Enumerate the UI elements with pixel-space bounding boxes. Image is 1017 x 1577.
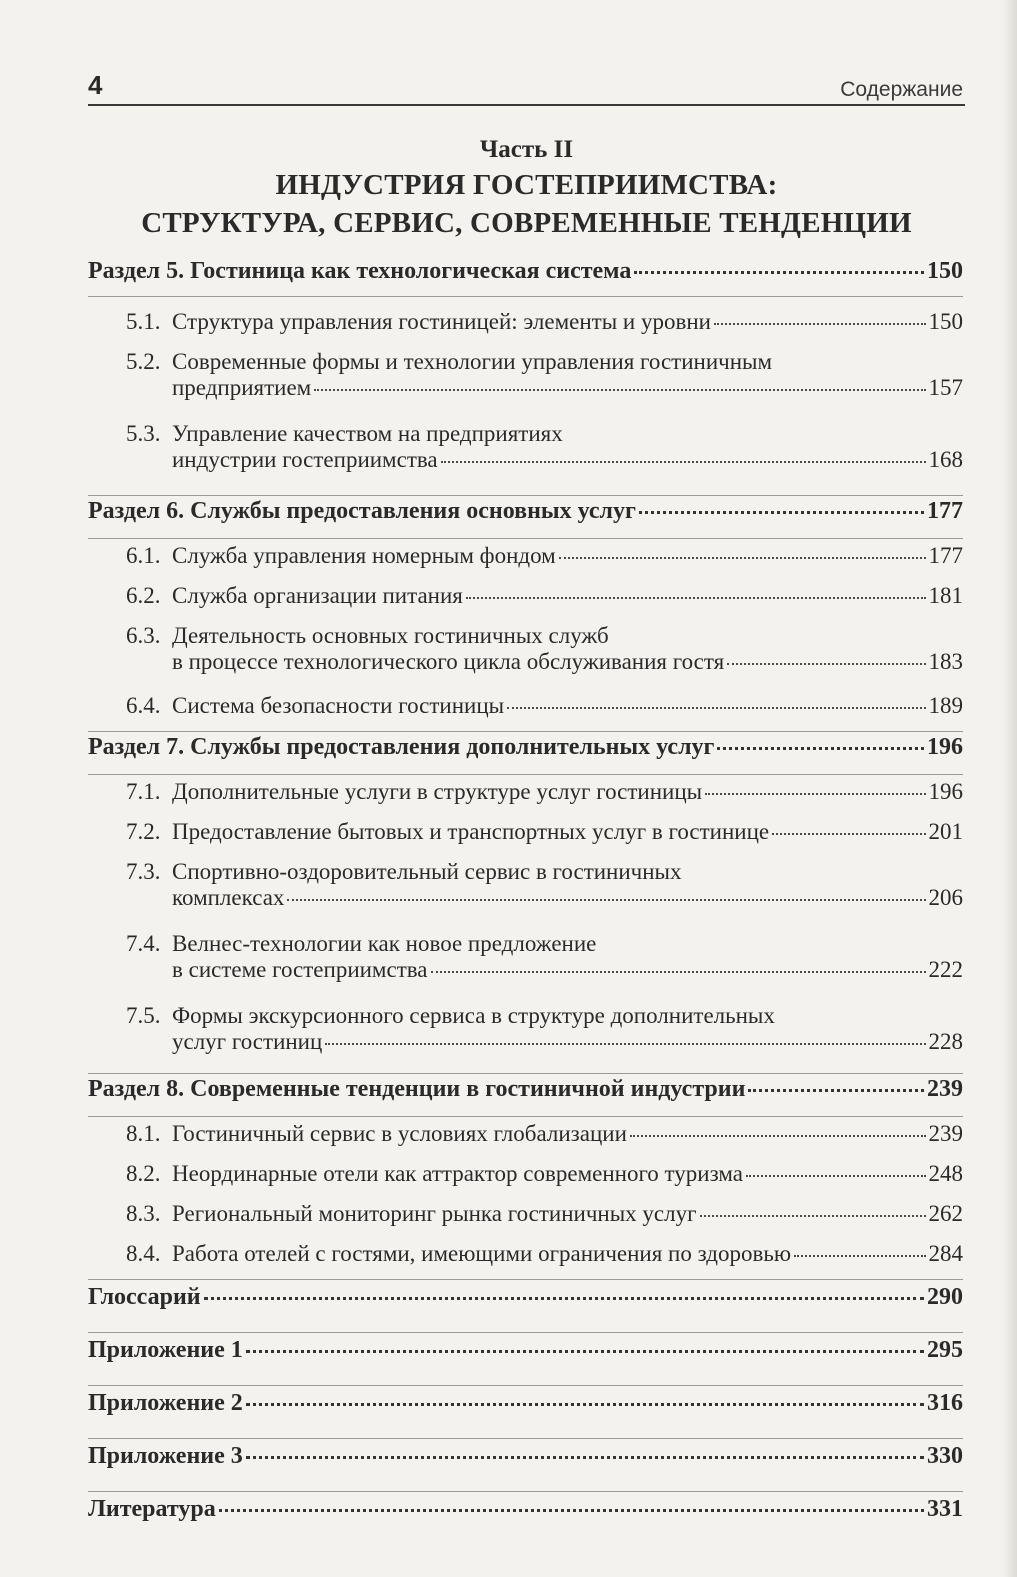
toc-item-number: 8.1. xyxy=(126,1121,161,1146)
dot-leader xyxy=(630,1135,926,1137)
toc-item-6-4[interactable] xyxy=(88,693,963,731)
toc-item-title-line-1: Спортивно-оздоровительный сервис в гостиничных xyxy=(172,859,682,884)
dot-leader xyxy=(748,1089,924,1092)
toc-page-number: 331 xyxy=(927,1496,963,1522)
toc-page-number: 177 xyxy=(928,543,963,568)
toc-appendix-3[interactable] xyxy=(88,1439,963,1491)
toc-item-number: 7.3. xyxy=(126,859,161,884)
toc-section-7[interactable] xyxy=(88,732,963,774)
toc-item-title: Гостиничный сервис в условиях глобализации xyxy=(172,1121,627,1146)
toc-item-7-5[interactable] xyxy=(88,1003,963,1073)
dot-leader xyxy=(204,1297,924,1300)
toc-item-title: Предоставление бытовых и транспортных услуг в гостинице xyxy=(172,819,770,844)
toc-item-title-line-1: Формы экскурсионного сервиса в структуре дополнительных xyxy=(172,1003,775,1028)
toc-item-title: Служба управления номерным фондом xyxy=(172,543,556,568)
part-heading xyxy=(88,134,965,242)
toc-page-number: 183 xyxy=(928,649,963,674)
toc-page-number: 168 xyxy=(928,447,963,472)
running-head-title: Содержание xyxy=(840,78,963,101)
toc-item-number: 7.4. xyxy=(126,931,161,956)
toc-item-title-line-2: индустрии гостеприимства xyxy=(172,447,438,472)
dot-leader xyxy=(314,389,925,391)
dot-leader xyxy=(639,511,924,514)
toc-item-8-1[interactable] xyxy=(88,1117,963,1161)
dot-leader xyxy=(325,1043,925,1045)
toc-item-number: 5.1. xyxy=(126,309,161,334)
toc-section-8[interactable] xyxy=(88,1074,963,1116)
toc-section-5[interactable] xyxy=(88,248,963,296)
toc-page-number: 295 xyxy=(927,1337,963,1363)
toc-section-title: Раздел 8. Современные тенденции в гостиничной индустрии xyxy=(88,1076,746,1102)
dot-leader xyxy=(507,707,925,709)
toc-item-8-3[interactable] xyxy=(88,1201,963,1241)
dot-leader xyxy=(772,833,925,835)
toc-item-number: 8.3. xyxy=(126,1201,161,1226)
toc-item-8-4[interactable] xyxy=(88,1241,963,1279)
toc-page-number: 239 xyxy=(927,1076,963,1102)
dot-leader xyxy=(714,323,926,325)
toc-page-number: 157 xyxy=(928,375,963,400)
toc-section-title: Приложение 2 xyxy=(88,1390,243,1416)
toc-item-title-line-1: Управление качеством на предприятиях xyxy=(172,421,563,446)
toc-page-number: 262 xyxy=(928,1201,963,1226)
page-number: 4 xyxy=(88,70,103,100)
toc-item-number: 6.1. xyxy=(126,543,161,568)
dot-leader xyxy=(700,1215,926,1217)
toc-page-number: 150 xyxy=(927,258,963,284)
part-title-line-2: СТРУКТУРА, СЕРВИС, СОВРЕМЕННЫЕ ТЕНДЕНЦИИ xyxy=(141,207,912,239)
toc-section-6[interactable] xyxy=(88,496,963,538)
toc-section-title: Литература xyxy=(88,1496,216,1522)
toc-item-number: 6.2. xyxy=(126,583,161,608)
toc-page-number: 330 xyxy=(927,1443,963,1469)
toc-item-title: Система безопасности гостиницы xyxy=(172,693,505,718)
toc-item-number: 5.3. xyxy=(126,421,161,446)
toc-item-title-line-1: Современные формы и технологии управления гостиничным xyxy=(172,349,773,374)
toc-item-7-4[interactable] xyxy=(88,931,963,1003)
toc-item-title: Неординарные отели как аттрактор современного туризма xyxy=(172,1161,743,1186)
part-title-line-1: ИНДУСТРИЯ ГОСТЕПРИИМСТВА: xyxy=(275,169,778,201)
part-label: Часть II xyxy=(479,136,574,163)
toc-page-number: 228 xyxy=(928,1029,963,1054)
toc-item-title-line-2: предприятием xyxy=(172,375,312,400)
dot-leader xyxy=(246,1350,924,1353)
toc-literature[interactable] xyxy=(88,1492,963,1544)
dot-leader xyxy=(559,557,926,559)
dot-leader xyxy=(219,1509,924,1512)
toc-page-number: 177 xyxy=(927,498,963,524)
toc-item-7-1[interactable] xyxy=(88,775,963,819)
toc-item-number: 7.1. xyxy=(126,779,161,804)
toc-item-6-3[interactable] xyxy=(88,623,963,693)
toc-item-title: Служба организации питания xyxy=(172,583,463,608)
toc-item-6-2[interactable] xyxy=(88,583,963,623)
dot-leader xyxy=(746,1175,926,1177)
page-edge-shadow xyxy=(1003,0,1017,1577)
toc-item-title-line-1: Велнес-технологии как новое предложение xyxy=(172,931,597,956)
toc-item-title: Работа отелей с гостями, имеющими ограничения по здоровью xyxy=(172,1241,792,1266)
toc-item-title-line-2: услуг гостиниц xyxy=(172,1029,323,1054)
dot-leader xyxy=(705,793,925,795)
toc-section-title: Приложение 1 xyxy=(88,1337,243,1363)
toc-section-title: Раздел 5. Гостиница как технологическая система xyxy=(88,258,632,284)
dot-leader xyxy=(287,899,925,901)
toc-page-number: 181 xyxy=(928,583,963,608)
toc-section-title: Раздел 7. Службы предоставления дополнительных услуг xyxy=(88,734,715,760)
toc-page-number: 316 xyxy=(927,1390,963,1416)
toc-page-number: 150 xyxy=(928,309,963,334)
toc-item-title: Дополнительные услуги в структуре услуг гостиницы xyxy=(172,779,703,804)
toc-page-number: 201 xyxy=(928,819,963,844)
toc-item-title-line-1: Деятельность основных гостиничных служб xyxy=(172,623,609,648)
toc-appendix-1[interactable] xyxy=(88,1333,963,1385)
toc-item-8-2[interactable] xyxy=(88,1161,963,1201)
toc-item-number: 7.2. xyxy=(126,819,161,844)
toc-section-title: Глоссарий xyxy=(88,1284,201,1310)
dot-leader xyxy=(717,747,924,750)
toc-item-title: Региональный мониторинг рынка гостиничных услуг xyxy=(172,1201,697,1226)
dot-leader xyxy=(727,663,925,665)
toc-section-title: Приложение 3 xyxy=(88,1443,243,1469)
toc-item-title: Структура управления гостиницей: элементы и уровни xyxy=(172,309,711,334)
toc-glossary[interactable] xyxy=(88,1280,963,1332)
toc-item-number: 8.2. xyxy=(126,1161,161,1186)
toc-item-number: 5.2. xyxy=(126,349,161,374)
toc-item-5-1[interactable] xyxy=(88,297,963,349)
dot-leader xyxy=(246,1403,924,1406)
toc-appendix-2[interactable] xyxy=(88,1386,963,1438)
toc-item-number: 8.4. xyxy=(126,1241,161,1266)
toc-page-number: 196 xyxy=(928,779,963,804)
toc-page-number: 239 xyxy=(928,1121,963,1146)
dot-leader xyxy=(441,461,926,463)
toc-item-title-line-2: в процессе технологического цикла обслуживания гостя xyxy=(172,649,725,674)
toc-item-7-2[interactable] xyxy=(88,819,963,859)
toc-page-number: 206 xyxy=(928,885,963,910)
toc-item-title-line-2: комплексах xyxy=(172,885,285,910)
toc-page-number: 284 xyxy=(928,1241,963,1266)
toc-item-5-2[interactable] xyxy=(88,349,963,421)
table-of-contents xyxy=(88,248,963,1544)
running-head xyxy=(88,70,965,106)
dot-leader xyxy=(794,1255,925,1257)
dot-leader xyxy=(246,1456,924,1459)
toc-page-number: 196 xyxy=(927,734,963,760)
toc-item-number: 6.3. xyxy=(126,623,161,648)
toc-item-title-line-2: в системе гостеприимства xyxy=(172,957,428,982)
toc-item-number: 7.5. xyxy=(126,1003,161,1028)
toc-page-number: 248 xyxy=(928,1161,963,1186)
toc-item-7-3[interactable] xyxy=(88,859,963,931)
toc-section-title: Раздел 6. Службы предоставления основных услуг xyxy=(88,498,636,524)
dot-leader xyxy=(466,597,926,599)
dot-leader xyxy=(431,971,926,973)
toc-item-number: 6.4. xyxy=(126,693,161,718)
toc-page-number: 290 xyxy=(927,1284,963,1310)
toc-page-number: 222 xyxy=(928,957,963,982)
toc-item-6-1[interactable] xyxy=(88,539,963,583)
toc-page-number: 189 xyxy=(928,693,963,718)
dot-leader xyxy=(634,271,924,274)
toc-item-5-3[interactable] xyxy=(88,421,963,495)
